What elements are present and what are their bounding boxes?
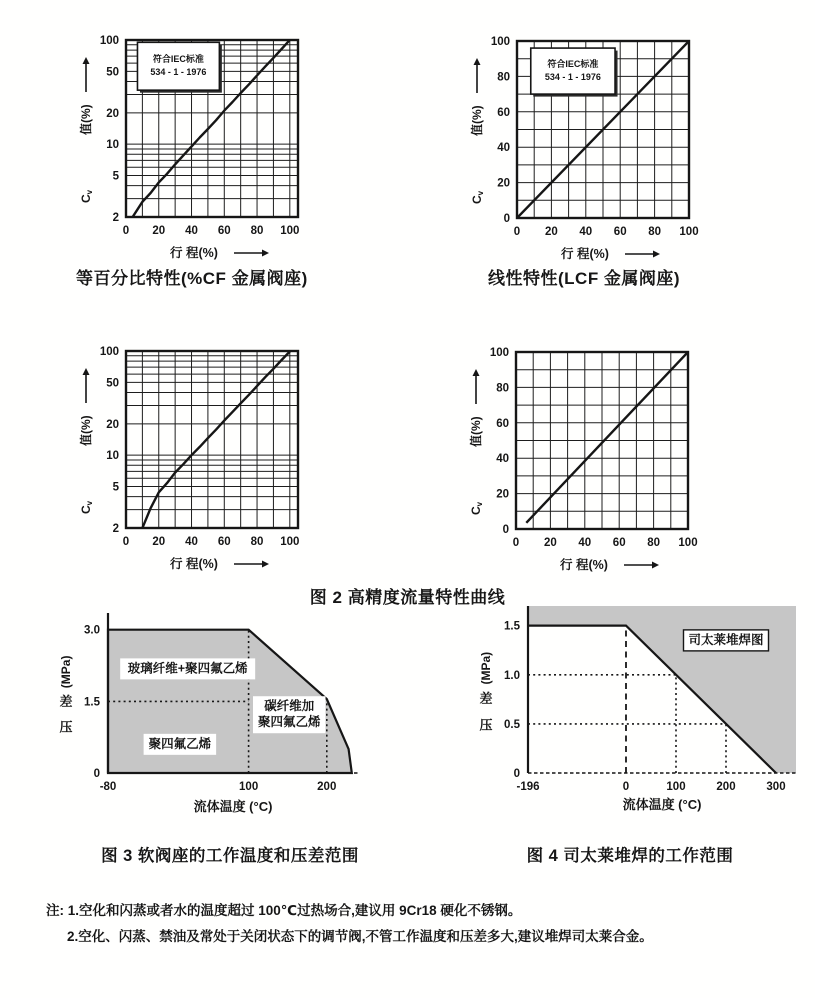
cv-chart-svg	[454, 344, 700, 579]
cv-chart-svg	[64, 343, 310, 578]
svg-text:司太莱堆焊图: 司太莱堆焊图	[688, 632, 764, 647]
svg-text:2: 2	[112, 523, 119, 535]
svg-text:20: 20	[106, 418, 119, 431]
svg-text:玻璃纤维+聚四氟乙烯: 玻璃纤维+聚四氟乙烯	[127, 661, 248, 676]
svg-text:0: 0	[622, 781, 630, 793]
svg-text:200: 200	[716, 781, 736, 793]
svg-text:5: 5	[112, 481, 119, 494]
svg-text:100: 100	[678, 537, 698, 549]
figure3-caption: 图 3 软阀座的工作温度和压差范围	[101, 847, 359, 865]
svg-text:100: 100	[490, 36, 510, 48]
y-axis-label-value: 值(%)	[470, 105, 484, 136]
y-axis-label-value: 值(%)	[79, 104, 93, 135]
svg-text:60: 60	[613, 226, 627, 238]
y-axis-label-value: 值(%)	[79, 415, 93, 446]
svg-text:0: 0	[513, 226, 521, 238]
svg-text:10: 10	[106, 450, 119, 463]
svg-text:100: 100	[99, 35, 119, 47]
note-line-2: 2.空化、闪蒸、禁油及常处于关闭状态下的调节阀,不管工作温度和压差多大,建议堆焊司太莱合金。	[67, 929, 653, 944]
iec-standard-box	[531, 48, 615, 94]
x-axis-label: 行 程(%)	[170, 557, 218, 571]
svg-text:100: 100	[280, 536, 300, 548]
svg-text:80: 80	[648, 226, 661, 238]
svg-text:60: 60	[496, 417, 509, 430]
svg-text:-80: -80	[99, 781, 117, 793]
svg-text:2: 2	[112, 212, 119, 224]
svg-text:1.5: 1.5	[504, 620, 520, 633]
svg-text:0: 0	[502, 524, 509, 536]
chart-equal-percentage-top	[64, 32, 310, 272]
svg-text:100: 100	[99, 346, 119, 358]
svg-text:40: 40	[185, 225, 198, 237]
svg-text:20: 20	[496, 488, 509, 501]
svg-text:80: 80	[496, 382, 509, 395]
y-axis-unit: (MPa)	[59, 655, 73, 689]
x-axis-label: 行 程(%)	[561, 247, 609, 261]
svg-text:60: 60	[497, 106, 510, 119]
svg-text:80: 80	[250, 536, 264, 548]
region-chart-svg	[470, 602, 810, 817]
svg-text:碳纤维加: 碳纤维加	[264, 699, 315, 714]
chart-soft-seat-range	[50, 607, 372, 824]
chart-stellite-range	[470, 602, 810, 822]
svg-text:100: 100	[489, 347, 509, 359]
x-axis-label: 流体温度 (°C)	[622, 797, 702, 812]
svg-text:10: 10	[106, 139, 119, 152]
x-axis-label: 行 程(%)	[170, 246, 218, 260]
y-axis-label: 压	[479, 717, 493, 733]
grid	[126, 351, 298, 528]
svg-text:1.5: 1.5	[84, 696, 100, 709]
svg-text:20: 20	[544, 537, 557, 549]
svg-text:80: 80	[647, 537, 660, 549]
figure2-caption: 图 2 高精度流量特性曲线	[309, 588, 506, 607]
svg-text:0: 0	[122, 536, 130, 548]
svg-text:3.0: 3.0	[84, 624, 100, 637]
svg-text:20: 20	[152, 225, 166, 237]
svg-text:534 - 1 - 1976: 534 - 1 - 1976	[544, 72, 601, 83]
svg-text:40: 40	[578, 537, 592, 549]
svg-text:60: 60	[612, 537, 626, 549]
y-axis-label-value: 值(%)	[469, 416, 483, 447]
svg-text:40: 40	[496, 453, 509, 466]
svg-text:0.5: 0.5	[504, 718, 520, 731]
svg-text:0: 0	[503, 213, 510, 225]
svg-text:200: 200	[317, 781, 337, 793]
y-axis-label-cv: Cv	[79, 189, 94, 203]
svg-text:20: 20	[152, 536, 166, 548]
plot-border	[126, 351, 298, 528]
svg-text:1.0: 1.0	[504, 669, 520, 682]
figure4-caption: 图 4 司太莱堆焊的工作范围	[526, 847, 734, 865]
caption-equal-percentage: 等百分比特性(%CF 金属阀座)	[76, 269, 308, 288]
svg-text:100: 100	[666, 781, 686, 793]
note-line-1: 注: 1.空化和闪蒸或者水的温度超过 100℃过热场合,建议用 9Cr18 硬化不锈钢。	[46, 903, 522, 918]
svg-text:40: 40	[185, 536, 198, 548]
svg-text:-196: -196	[516, 781, 540, 793]
svg-text:0: 0	[512, 537, 520, 549]
x-axis-label: 行 程(%)	[560, 558, 608, 572]
y-axis-label: 压	[59, 719, 73, 735]
svg-text:80: 80	[497, 71, 510, 84]
x-axis-label: 流体温度 (°C)	[193, 799, 273, 814]
y-axis-label-cv: Cv	[79, 500, 94, 514]
y-axis-unit: (MPa)	[479, 651, 493, 685]
cv-chart-svg	[64, 32, 310, 267]
svg-text:60: 60	[217, 225, 231, 237]
svg-text:50: 50	[106, 377, 119, 390]
svg-text:聚四氟乙烯: 聚四氟乙烯	[148, 736, 212, 751]
caption-linear: 线性特性(LCF 金属阀座)	[488, 269, 681, 288]
svg-text:534 - 1 - 1976: 534 - 1 - 1976	[150, 67, 207, 78]
iec-standard-box	[137, 42, 219, 90]
svg-text:差: 差	[59, 693, 73, 709]
svg-text:0: 0	[93, 768, 100, 780]
svg-text:40: 40	[497, 142, 510, 155]
chart-equal-percentage-bottom	[64, 343, 310, 583]
svg-text:60: 60	[217, 536, 231, 548]
svg-text:100: 100	[679, 226, 699, 238]
chart-linear-top	[455, 33, 701, 273]
svg-text:差: 差	[479, 690, 493, 706]
svg-text:80: 80	[250, 225, 264, 237]
svg-text:符合IEC标准: 符合IEC标准	[152, 54, 204, 65]
svg-text:50: 50	[106, 66, 119, 79]
cv-chart-svg	[455, 33, 701, 268]
svg-text:100: 100	[239, 781, 259, 793]
svg-text:40: 40	[579, 226, 593, 238]
svg-text:符合IEC标准: 符合IEC标准	[547, 59, 599, 70]
chart-linear-bottom	[454, 344, 700, 584]
svg-text:100: 100	[280, 225, 300, 237]
svg-text:20: 20	[545, 226, 558, 238]
svg-text:20: 20	[497, 177, 510, 190]
notes	[46, 898, 653, 950]
y-axis-label-cv: Cv	[469, 501, 484, 515]
y-axis-label-cv: Cv	[470, 190, 485, 204]
svg-text:5: 5	[112, 170, 119, 183]
svg-text:20: 20	[106, 107, 119, 120]
svg-text:300: 300	[766, 781, 786, 793]
svg-text:0: 0	[513, 768, 520, 780]
svg-text:聚四氟乙烯: 聚四氟乙烯	[257, 715, 321, 730]
svg-text:0: 0	[122, 225, 130, 237]
region-chart-svg	[50, 607, 372, 819]
